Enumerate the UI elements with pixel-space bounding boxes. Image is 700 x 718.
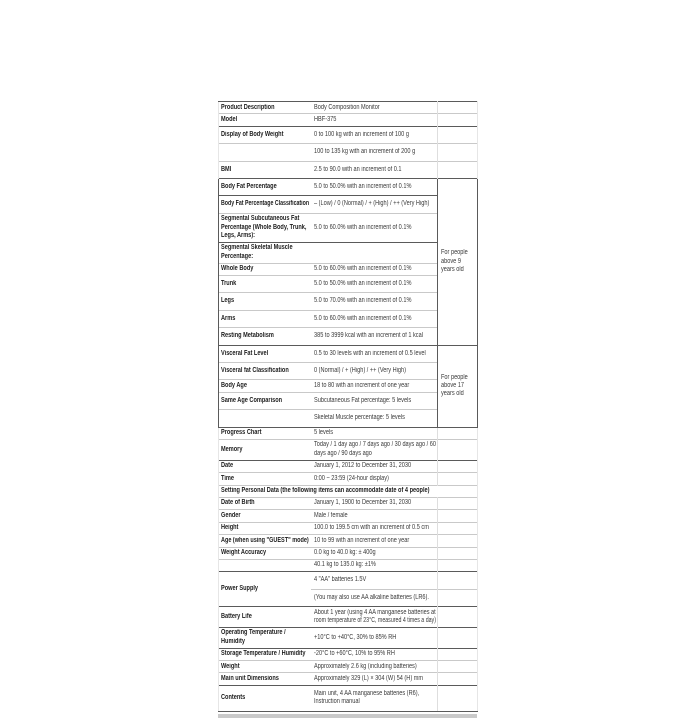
spec-value [311,178,438,195]
text-line: Body Fat Percentage [221,182,277,190]
text-line: Arms [221,314,236,322]
text-line: About 1 year (using 4 AA manganese batteries at [313,608,436,616]
table-row [219,161,478,178]
text-line: Main unit Dimensions [221,674,279,682]
table-row [219,522,478,534]
text-line: Visceral Fat Level [221,349,269,357]
spec-value [311,363,438,380]
text-line: Today / 1 day ago / 7 days ago / 30 days ago / 60 [313,441,436,449]
spec-value [311,310,438,327]
table-row [219,427,478,439]
text-line: January 1, 2012 to December 31, 2030 [313,462,411,470]
note-cell-empty [438,102,478,114]
text-line: Legs [221,297,235,305]
spec-value [311,627,438,648]
text-line: Percentage (Whole Body, Trunk, [221,223,307,231]
text-line: Approximately 329 (L) × 304 (W) 54 (H) mm [313,674,423,682]
age-note [438,345,478,427]
spec-value [311,242,438,263]
text-line: 2.5 to 90.0 with an increment of 0.1 [313,165,401,173]
spec-value [311,685,438,711]
spec-value [311,547,438,559]
text-line: 10 to 99 with an increment of one year [313,536,409,544]
table-row [219,559,478,571]
text-line: 0 to 100 kg with an increment of 100 g [313,130,409,138]
text-line: 4 "AA" batteries 1.5V [313,576,366,584]
text-line: Power Supply [221,584,259,592]
text-line: Progress Chart [221,429,262,437]
text-line: HBF-375 [313,115,336,123]
table-row [219,535,478,547]
note-cell-empty [438,673,478,685]
spec-label [219,196,311,213]
specification-table [218,101,478,712]
text-line: 5.0 to 50.0% with an increment of 0.1% [313,182,411,190]
text-line: Product Description [221,103,275,111]
text-line: Same Age Comparison [221,396,283,404]
table-row [219,547,478,559]
text-line: Whole Body [221,265,254,273]
note-cell-empty [438,661,478,673]
spec-value [311,276,438,293]
text-line: Date of Birth [221,499,255,507]
text-line: 5.0 to 60.0% with an increment of 0.1% [313,314,411,322]
spec-value [311,648,438,660]
note-cell-empty [438,427,478,439]
spec-label [219,607,311,628]
spec-value [311,439,438,460]
text-line: Weight [221,662,240,670]
note-cell-empty [438,627,478,648]
text-line: Instruction manual [313,698,360,706]
spec-value [311,673,438,685]
note-cell-empty [438,497,478,509]
spec-label [219,363,311,380]
note-cell-empty [438,460,478,472]
text-line: Age (when using "GUEST" mode) [221,536,309,544]
spec-value [311,510,438,522]
note-cell-empty [438,161,478,178]
text-line: Body Composition Monitor [313,103,380,111]
spec-label [219,328,311,345]
spec-value [311,535,438,547]
text-line: Weight Accuracy [221,549,267,556]
text-line: Segmental Skeletal Muscle [221,244,293,252]
note-cell-empty [438,114,478,126]
spec-value [311,410,438,427]
text-line: Main unit, 4 AA manganese batteries (R6), [313,689,419,697]
text-line: -20°C to +60°C, 10% to 95% RH [313,650,395,658]
spec-label [219,178,311,195]
text-line: Operating Temperature / [221,629,286,637]
text-line: 0.5 to 30 levels with an increment of 0.5 level [313,349,426,357]
spec-label [219,559,311,571]
text-line: (You may also use AA alkaline batteries (LR6). [313,593,429,601]
text-line: years old [441,265,464,273]
text-line: 5.0 to 60.0% with an increment of 0.1% [313,223,411,231]
text-line: For people [441,373,468,381]
table-row [219,126,478,143]
spec-value [311,572,438,589]
text-line: Approximately 2.6 kg (including batteries) [313,662,417,670]
spec-label [219,345,311,362]
spec-label [219,460,311,472]
table-row [219,497,478,509]
spec-value [311,661,438,673]
text-line: Percentage: [221,252,254,260]
table-row [219,485,478,497]
text-line: For people [441,249,468,257]
text-line: Display of Body Weight [221,130,284,138]
table-row [219,102,478,114]
text-line: Subcutaneous Fat percentage: 5 levels [313,396,411,404]
table-row [219,473,478,485]
text-line: room temperature of 23°C, measured 4 times a day) [313,616,436,624]
text-line: 0.0 kg to 40.0 kg: ± 400g [313,549,376,556]
note-cell-empty [438,648,478,660]
text-line: Model [221,115,238,123]
spec-label [219,473,311,485]
note-cell-empty [438,522,478,534]
text-line: January 1, 1900 to December 31, 2030 [313,499,411,507]
text-line: 0:00 ~ 23:59 (24-hour display) [313,474,389,482]
spec-label [219,102,311,114]
note-cell-empty [438,126,478,143]
spec-label [219,213,311,242]
text-line: Battery Life [221,612,252,620]
spec-label [219,547,311,559]
spec-value [311,102,438,114]
text-line: – (Low) / 0 (Normal) / + (High) / ++ (Very High) [313,200,429,208]
spec-value [311,392,438,409]
text-line: years old [441,390,464,398]
text-line: 40.1 kg to 135.0 kg: ±1% [313,561,376,569]
spec-label [219,144,311,161]
table-row [219,607,478,628]
note-cell-empty [438,510,478,522]
age-note [438,178,478,345]
text-line: days ago / 90 days ago [313,449,372,457]
note-cell-empty [438,547,478,559]
spec-label [219,410,311,427]
table-row [219,627,478,648]
spec-label [219,572,311,607]
spec-label [219,242,311,263]
text-line: Setting Personal Data (the following items can accommodate date of 4 people) [221,487,430,495]
text-line: Skeletal Muscle percentage: 5 levels [313,414,405,422]
spec-value [311,460,438,472]
spec-label [219,293,311,310]
spec-label [219,263,311,275]
text-line: Male / female [313,511,348,519]
table-row [219,685,478,711]
table-row [219,144,478,161]
table-row [219,114,478,126]
spec-value [311,559,438,571]
text-line: Time [221,474,234,482]
spec-label [219,380,311,392]
text-line: 385 to 3999 kcal with an increment of 1 kcal [313,332,423,340]
spec-value [311,114,438,126]
text-line: above 17 [441,381,465,389]
text-line: Height [221,524,239,532]
text-line: 5.0 to 60.0% with an increment of 0.1% [313,265,411,273]
table-row [219,661,478,673]
spec-label [219,535,311,547]
spec-value [311,427,438,439]
text-line: Contents [221,693,246,701]
table-row [219,510,478,522]
spec-label [219,310,311,327]
text-line: Segmental Subcutaneous Fat [221,215,300,223]
spec-value [311,522,438,534]
note-cell-empty [438,589,478,606]
text-line: +10°C to +40°C, 30% to 85% RH [313,633,396,641]
text-line: 5 levels [313,429,333,437]
note-cell-empty [438,439,478,460]
text-line: Resting Metabolism [221,332,274,340]
table-row [219,178,478,195]
spec-label [219,685,311,711]
spec-value [311,144,438,161]
spec-label [219,161,311,178]
text-line: 5.0 to 70.0% with an increment of 0.1% [313,297,411,305]
spec-value [311,293,438,310]
spec-label [219,114,311,126]
spec-label [219,439,311,460]
spec-label [219,126,311,143]
spec-label [219,276,311,293]
spec-value [311,263,438,275]
scan-edge-band [218,714,477,718]
section-header-cell [219,485,478,497]
table-row [219,673,478,685]
note-cell-empty [438,559,478,571]
text-line: Visceral fat Classification [221,367,289,375]
text-line: 100 to 135 kg with an increment of 200 g [313,148,415,156]
note-cell-empty [438,572,478,589]
spec-label [219,392,311,409]
spec-value [311,345,438,362]
spec-label [219,510,311,522]
text-line: Body Age [221,381,247,389]
text-line: above 9 [441,257,461,265]
text-line: Body Fat Percentage Classification [221,200,310,208]
spec-value [311,328,438,345]
table-row [219,572,478,589]
spec-value [311,196,438,213]
text-line: Memory [221,445,243,453]
spec-label [219,627,311,648]
spec-label [219,497,311,509]
table-row [219,460,478,472]
spec-value [311,473,438,485]
text-line: Humidity [221,637,245,645]
text-line: 100.0 to 199.5 cm with an increment of 0.5 cm [313,524,429,532]
table-row [219,345,478,362]
spec-value [311,497,438,509]
text-line: Legs, Arms): [221,232,256,240]
text-line: 0 (Normal) / + (High) / ++ (Very High) [313,367,406,375]
spec-label [219,522,311,534]
text-line: Date [221,462,234,470]
spec-label [219,648,311,660]
spec-label [219,673,311,685]
note-cell-empty [438,144,478,161]
text-line: Storage Temperature / Humidity [221,650,306,658]
spec-value [311,213,438,242]
text-line: Trunk [221,280,237,288]
text-line: 18 to 80 with an increment of one year [313,381,409,389]
text-line: BMI [221,165,232,173]
table-row [219,439,478,460]
text-line: Gender [221,511,241,519]
note-cell-empty [438,607,478,628]
table-row [219,648,478,660]
spec-label [219,427,311,439]
spec-value [311,126,438,143]
note-cell-empty [438,473,478,485]
spec-label [219,661,311,673]
spec-sheet [218,101,477,718]
note-cell-empty [438,535,478,547]
spec-value [311,607,438,628]
spec-value [311,380,438,392]
text-line: 5.0 to 50.0% with an increment of 0.1% [313,280,411,288]
spec-value [311,589,438,606]
spec-value [311,161,438,178]
note-cell-empty [438,685,478,711]
